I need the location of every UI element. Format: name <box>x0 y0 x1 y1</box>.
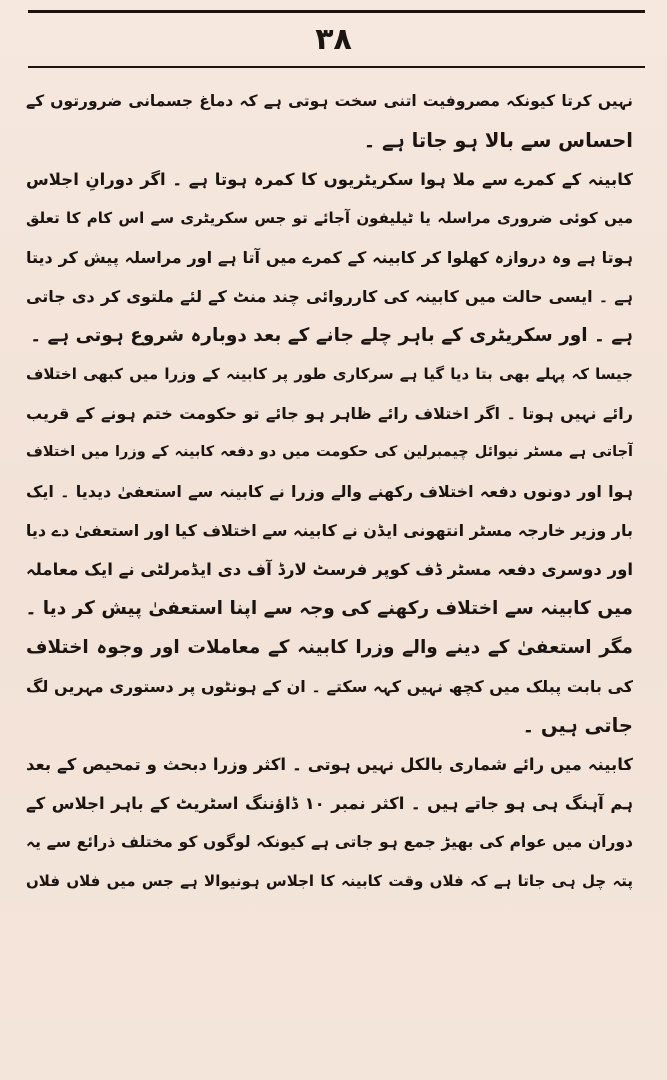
text-line: ہوتا ہے وہ دروازہ کھلوا کر کابینہ کے کمرے میں آتا ہے اور مراسلہ پیش کر دیتا <box>26 248 633 267</box>
top-rule <box>28 10 645 13</box>
text-line: ہوا اور دونوں دفعہ اختلاف رکھنے والے وزرا نے کابینہ سے استعفیٰ دیدیا ۔ ایک <box>26 482 633 501</box>
text-line: آجاتی ہے مسٹر نیوائل چیمبرلین کی حکومت میں دو دفعہ کابینہ کے وزرا میں اختلاف <box>26 444 633 460</box>
text-line: اور دوسری دفعہ مسٹر ڈف کوپر فرسٹ لارڈ آف دی ایڈمرلٹی نے ایک معاملہ <box>26 560 633 579</box>
text-line: کابینہ میں رائے شماری بالکل نہیں ہوتی ۔ اکثر وزرا دبحث و تمحیص کے بعد <box>26 755 633 774</box>
text-line: کی بابت پبلک میں کچھ نہیں کہہ سکتے ۔ ان کے ہونٹوں پر دستوری مہریں لگ <box>26 677 633 696</box>
text-line: ہے ۔ اور سکریٹری کے باہر چلے جانے کے بعد دوبارہ شروع ہوتی ہے ۔ <box>30 325 633 346</box>
text-line: دوران میں عوام کی بھیڑ جمع ہو جاتی ہے کیونکہ لوگوں کو مختلف ذرائع سے یہ <box>26 833 633 851</box>
text-line: مگر استعفیٰ کے دینے والے وزرا کابینہ کے معاملات اور وجوہ اختلاف <box>26 637 633 658</box>
text-line: میں کابینہ سے اختلاف رکھنے کی وجہ سے اپنا استعفیٰ پیش کر دیا ۔ <box>26 598 633 619</box>
page-number: ٣٨ <box>315 22 352 57</box>
header-rule <box>28 66 645 68</box>
text-line: احساس سے بالا ہو جاتا ہے ۔ <box>363 129 633 152</box>
text-line: ہم آہنگ ہی ہو جاتے ہیں ۔ اکثر نمبر ۱۰ ڈاؤننگ اسٹریٹ کے باہر اجلاس کے <box>26 794 633 813</box>
text-line: ہے ۔ ایسی حالت میں کابینہ کی کارروائی چند منٹ کے لئے ملتوی کر دی جاتی <box>26 287 633 306</box>
page-body <box>26 82 633 901</box>
text-line: رائے نہیں ہوتا ۔ اگر اختلاف رائے ظاہر ہو جائے تو حکومت ختم ہونے کے قریب <box>26 404 633 423</box>
text-line: نہیں کرتا کیونکہ مصروفیت اتنی سخت ہوتی ہے کہ دماغ جسمانی ضرورتوں کے <box>26 92 633 110</box>
text-line: جیسا کہ پہلے بھی بتا دیا گیا ہے سرکاری طور پر کابینہ کے وزرا میں کبھی اختلاف <box>26 365 633 383</box>
text-line: پتہ چل ہی جاتا ہے کہ فلاں وقت کابینہ کا اجلاس ہونیوالا ہے جس میں فلاں فلاں <box>26 872 633 890</box>
text-line: میں کوئی ضروری مراسلہ یا ٹیلیفون آجائے تو جس سکریٹری سے اس کام کا تعلق <box>26 209 633 227</box>
text-line: بار وزیر خارجہ مسٹر انتھونی ایڈن نے کابینہ سے اختلاف کیا اور استعفیٰ دے دیا <box>26 521 633 540</box>
text-line: جاتی ہیں ۔ <box>522 714 633 737</box>
text-line: کابینہ کے کمرے سے ملا ہوا سکریٹریوں کا کمرہ ہوتا ہے ۔ اگر دورانِ اجلاس <box>26 170 633 189</box>
